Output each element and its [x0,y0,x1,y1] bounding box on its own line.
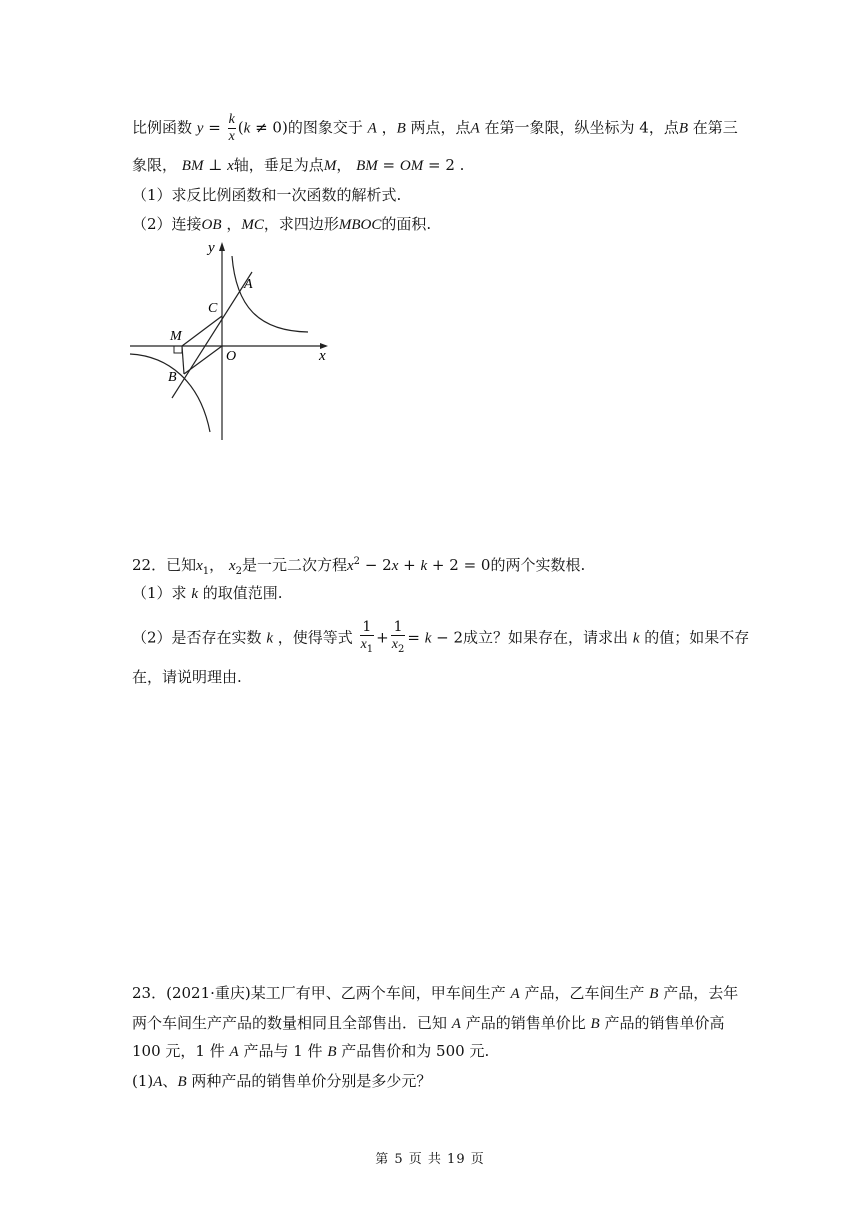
y-axis-arrow [219,242,225,251]
line-ab [172,272,252,398]
hyperbola-branch-3 [130,354,210,432]
q23-line3: 100 元，1 件 A 产品与 1 件 B 产品售价和为 500 元. [132,1042,490,1060]
q21-line2: 象限， BM ⊥ x轴，垂足为点M， BM = OM = 2 . [132,156,465,174]
label-c: C [208,301,218,316]
q21-line1: 比例函数 y = $\frac{k}{x}$ (k ≠ 0)的图象交于 A ，B 两点，点A 在第一象限，纵坐标为 4，点B 在第三 [132,112,738,144]
q21-part1: （1）求反比例函数和一次函数的解析式. [132,186,402,204]
q21-part2: （2）连接OB ，MC，求四边形MBOC的面积. [132,215,432,233]
one-over-x1-fraction: $\frac{1}{x_1}$ [360,619,374,655]
label-x: x [319,348,326,364]
q22-part1: （1）求 k 的取值范围. [132,584,283,602]
coordinate-graph [128,236,338,446]
right-angle-mark [174,346,182,353]
label-o: O [226,349,237,364]
label-a: A [244,277,253,292]
q22-line1: 22．已知$x_1$， $x_2$是一元二次方程$x^2 - 2x + k + 2 = 0$的两个实数根. [132,556,586,577]
q22-line4: 在，请说明理由. [132,668,242,686]
q22-part2: （2）是否存在实数 k ，使得等式 $\frac{1}{x_1}$ + $\frac{1}{x_2}$ = k − 2成立？如果存在，请求出 k 的值；如果不存 [132,619,749,658]
label-b: B [168,370,177,385]
segment-mc [182,316,222,346]
q23-line2: 两个车间生产产品的数量相同且全部售出．已知 A 产品的销售单价比 B 产品的销售单价高 [132,1014,725,1032]
q21-text: 比例函数 [132,118,193,137]
hyperbola-branch-1 [232,256,308,332]
page-footer: 第 5 页 共 19 页 [375,1152,485,1167]
one-over-x2-fraction: $\frac{1}{x_2}$ [391,619,405,655]
q23-line4: (1)A、B 两种产品的销售单价分别是多少元？ [132,1072,432,1090]
label-y: y [208,240,215,256]
q23-line1: 23．(2021·重庆)某工厂有甲、乙两个车间，甲车间生产 A 产品，乙车间生产 B 产品，去年 [132,984,739,1002]
label-m: M [170,329,182,344]
k-over-x-fraction: $\frac{k}{x}$ [228,112,235,144]
